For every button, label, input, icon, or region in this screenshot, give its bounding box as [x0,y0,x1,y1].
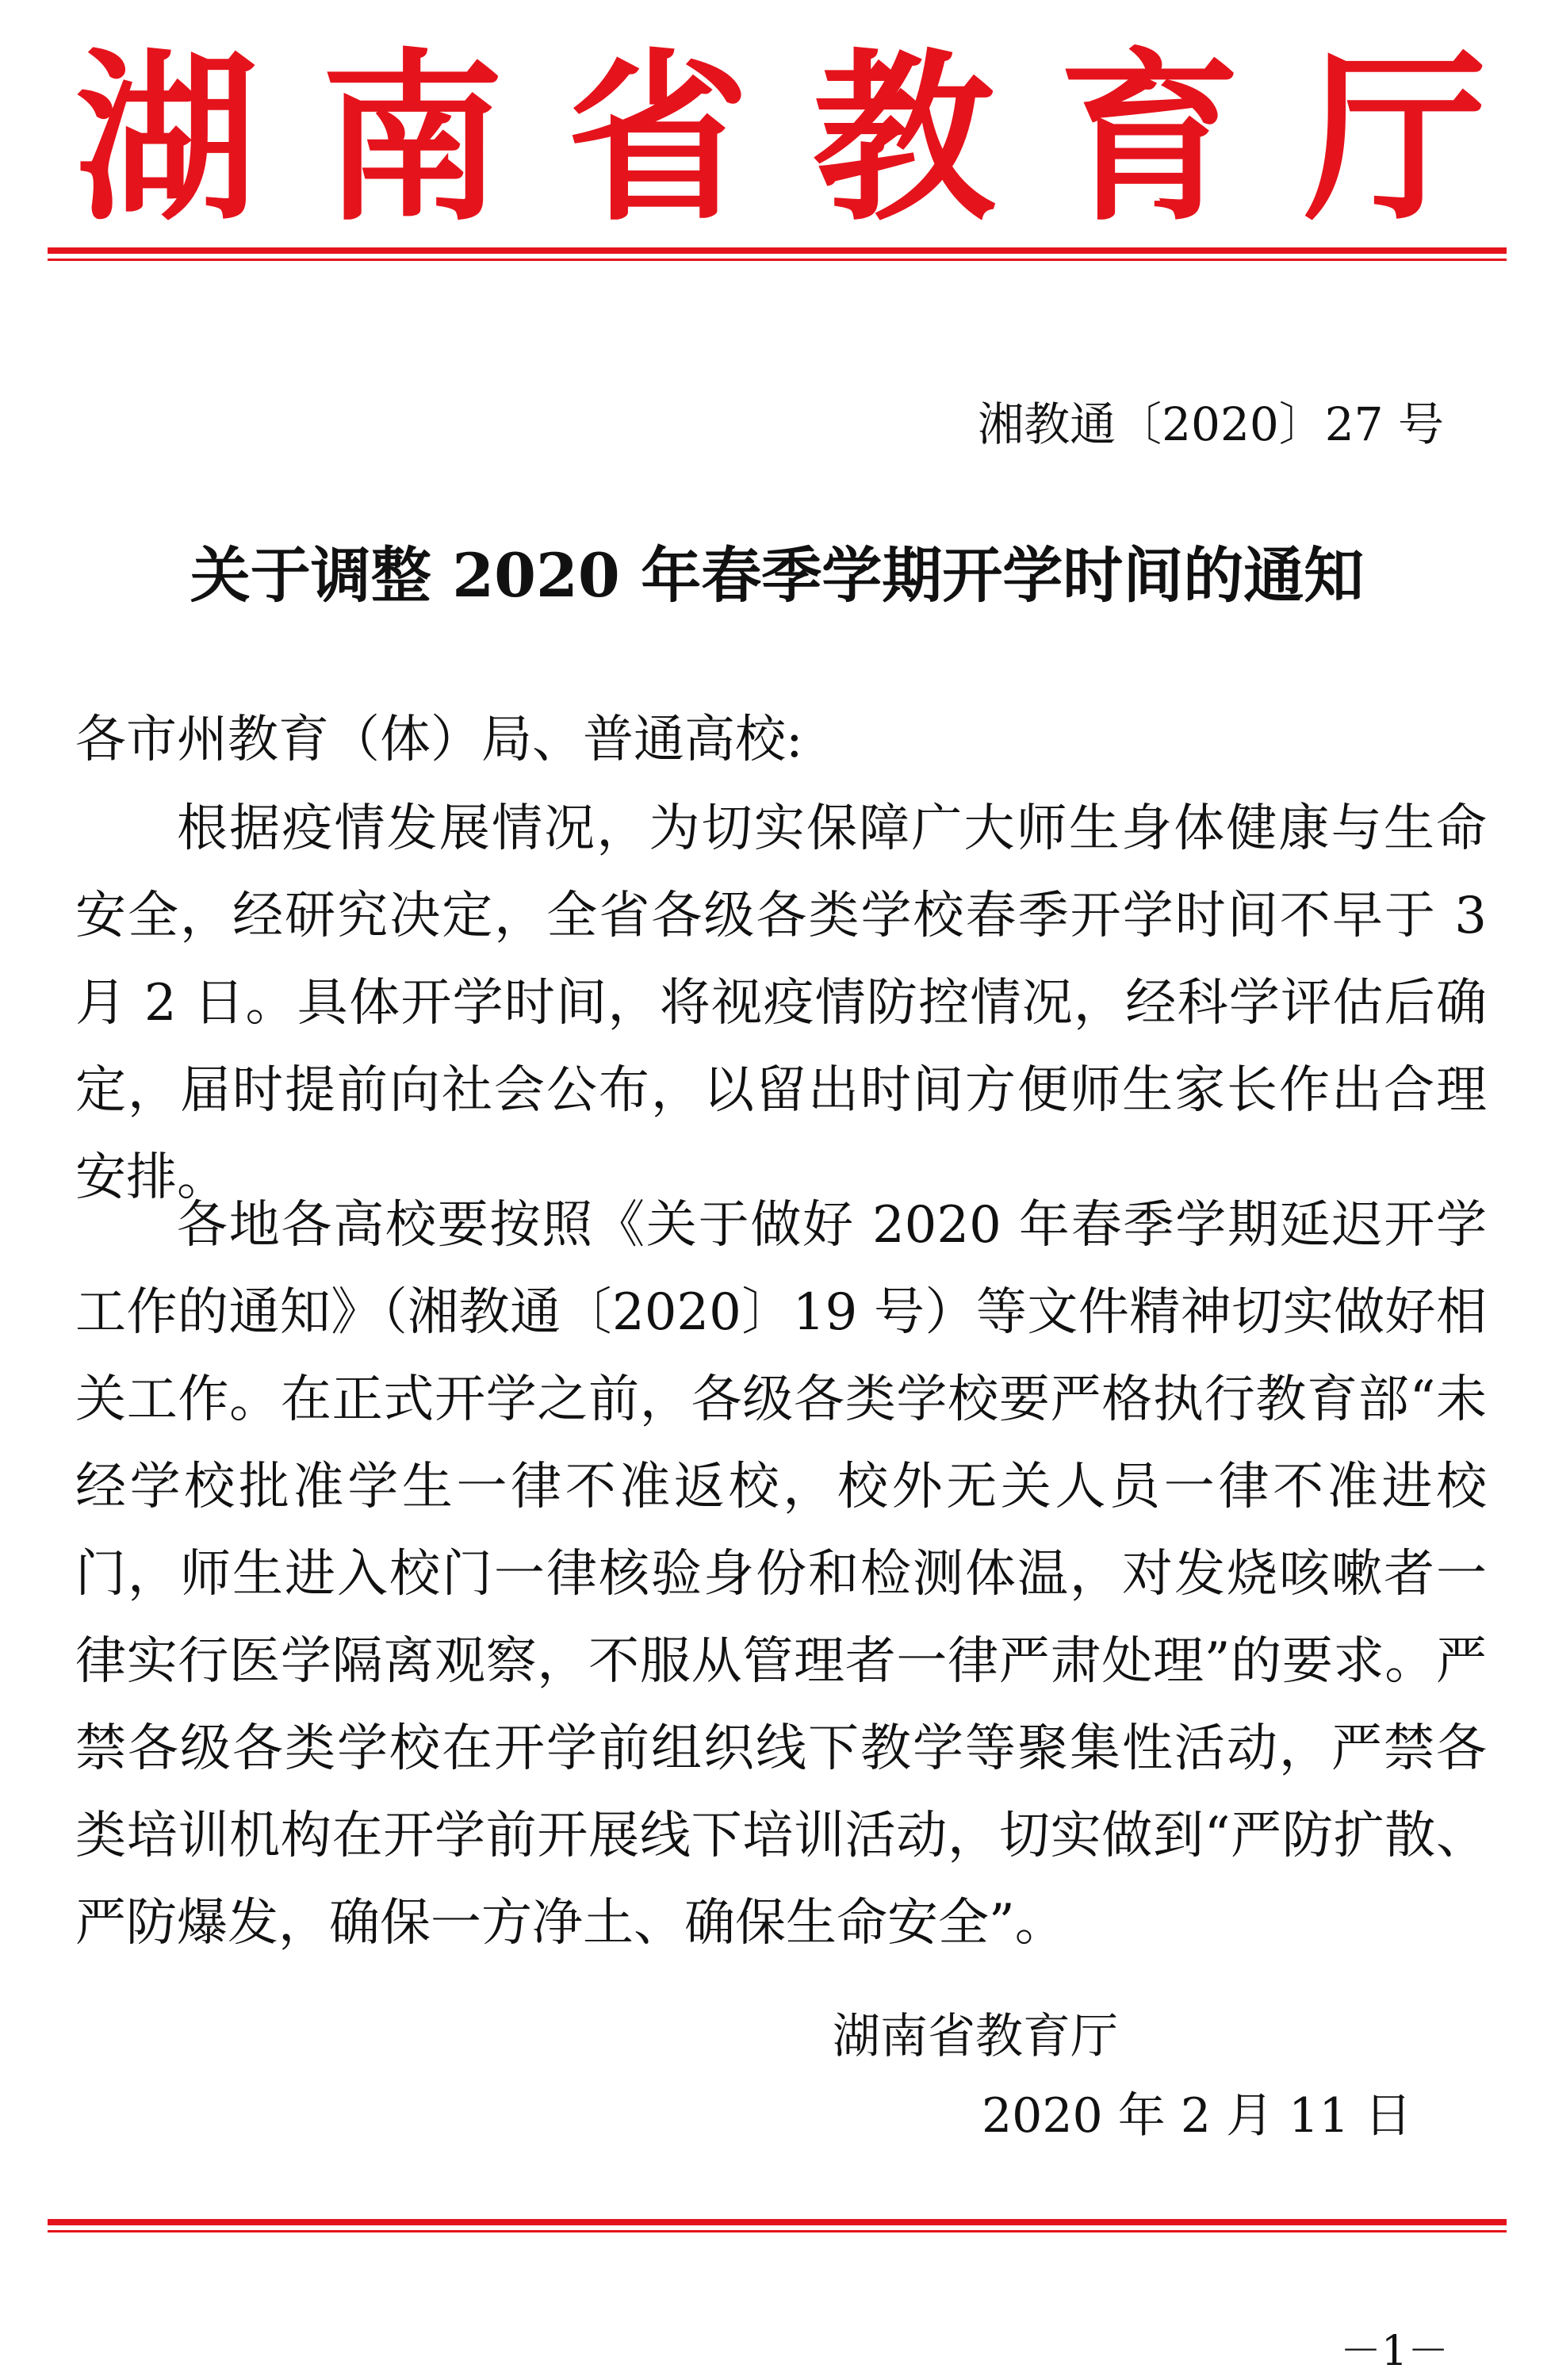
masthead-divider-thick [48,247,1507,254]
masthead-title [75,32,1487,246]
masthead-char: 湖 [75,32,258,246]
footer-divider-thick [48,2219,1507,2225]
page-number: －1－ [1340,2328,1450,2375]
masthead-char: 南 [320,32,504,246]
document-number: 湘教通〔2020〕27 号 [978,397,1444,451]
masthead-char: 省 [566,32,749,246]
masthead-divider-thin [48,259,1507,261]
masthead-char: 教 [812,32,995,246]
body-paragraph-2: 各地各高校要按照《关于做好 2020 年春季学期延迟开学工作的通知》（湘教通〔2020〕19 号）等文件精神切实做好相关工作。在正式开学之前，各级各类学校要严格执行教育部“未经学校批准学生一律不准返校，校外无关人员一律不准进校门，师生进入校门一律核验身份和检测体温，对发烧咳嗽者一律实行医学隔离观察，不服从管理者一律严肃处理”的要求。严禁各级各类学校在开学前组织线下教学等聚集性活动，严禁各类培训机构在开学前开展线下培训活动，切实做到“严防扩散、严防爆发，确保一方净土、确保生命安全”。 [75,1196,1487,1953]
issue-date: 2020 年 2 月 11 日 [982,2088,1412,2144]
masthead-char: 厅 [1304,32,1487,246]
issuer-signature: 湖南省教育厅 [833,2009,1118,2064]
salutation: 各市州教育（体）局、普通高校: [75,711,803,769]
document-title: 关于调整 2020 年春季学期开学时间的通知 [190,540,1365,611]
footer-divider-thin [48,2230,1507,2232]
masthead-char: 育 [1058,32,1241,246]
body-paragraph-1: 根据疫情发展情况，为切实保障广大师生身体健康与生命安全，经研究决定，全省各级各类学校春季开学时间不早于 3 月 2 日。具体开学时间，将视疫情防控情况，经科学评估后确定，届时提前向社会公布，以留出时间方便师生家长作出合理安排。 [75,799,1487,1207]
